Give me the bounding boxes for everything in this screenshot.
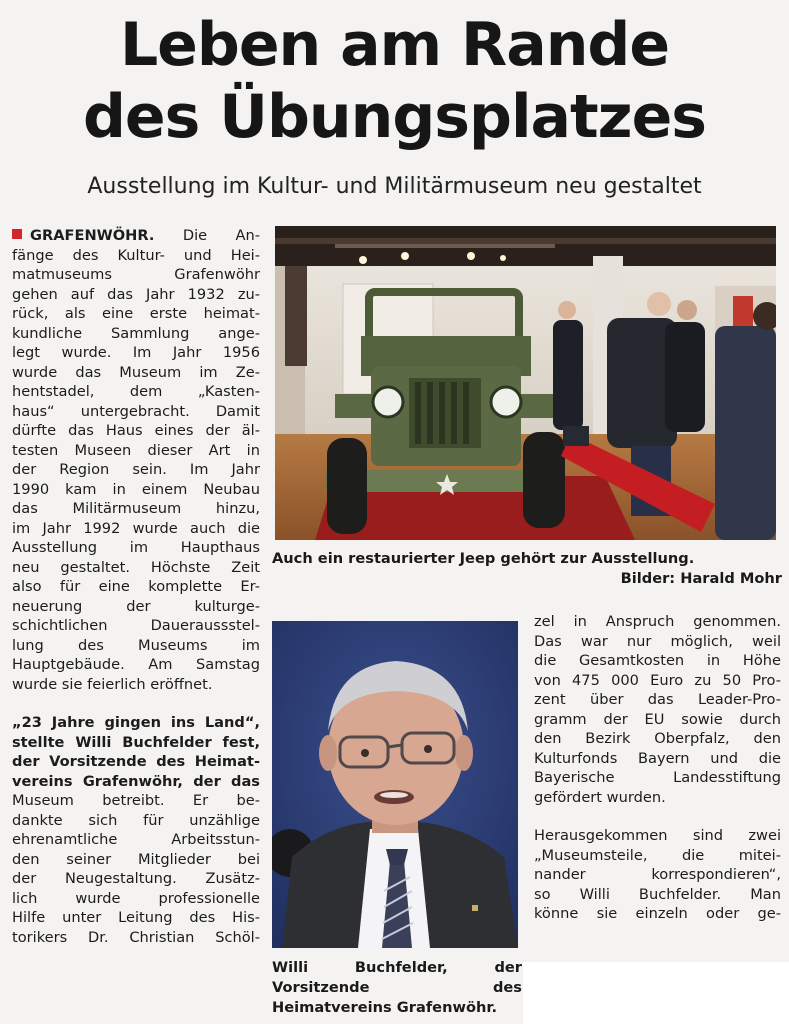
- text-line: zel in Anspruch genommen.: [534, 613, 781, 630]
- intro-paragraph: [12, 226, 260, 694]
- text-line: wurde das Museum im Ze-: [12, 363, 260, 381]
- text-line: dürfte das Haus eines der äl-: [12, 422, 260, 439]
- text-line: fänge des Kultur- und Hei-: [12, 246, 260, 264]
- text-line: matmuseums Grafenwöhr: [12, 266, 260, 283]
- text-line: lung des Museums im: [12, 636, 260, 654]
- text-line: neu gestaltet. Höchste Zeit: [12, 558, 260, 576]
- subheadline: Ausstellung im Kultur- und Militärmuseum neu gestaltet: [87, 174, 702, 199]
- text-line: von 475 000 Euro zu 50 Pro-: [534, 671, 781, 689]
- text-line: der Vorsitzende des Heimat-: [12, 753, 260, 770]
- text-line: gehen auf das Jahr 1932 zu-: [12, 285, 260, 303]
- text-line: haus“ untergebracht. Damit: [12, 402, 260, 420]
- text-line: der Neugestaltung. Zusätz-: [12, 870, 260, 887]
- text-line: im Jahr 1992 wurde auch die: [12, 519, 260, 537]
- text-line: ehrenamtliche Arbeitsstun-: [12, 831, 260, 848]
- text-line: Kulturfonds Bayern und die: [534, 749, 781, 767]
- text-line: also für eine komplette Er-: [12, 578, 260, 595]
- jeep-exhibit-photo: [275, 226, 776, 540]
- text-line: könne sie einzeln oder ge-: [534, 905, 781, 922]
- text-line: neuerung der kulturge-: [12, 597, 260, 615]
- page-cutoff-area: [523, 962, 789, 1024]
- jeep-caption-text: Auch ein restaurierter Jeep gehört zur Ausstellung.: [272, 550, 695, 567]
- text-line: das Militärmuseum hinzu,: [12, 500, 260, 517]
- text-line: schichtlichen Daueraussstel-: [12, 617, 260, 634]
- text-line: lich wurde professionelle: [12, 889, 260, 907]
- text-line: Bayerische Landesstiftung: [534, 769, 781, 786]
- text-line: zent über das Leader-Pro-: [534, 691, 781, 708]
- text-line: Hauptgebäude. Am Samstag: [12, 656, 260, 673]
- text-line: vereins Grafenwöhr, der das: [12, 772, 260, 790]
- article-column-1: [12, 226, 260, 947]
- text-line: Herausgekommen sind zwei: [534, 827, 781, 844]
- text-line: [12, 226, 260, 246]
- text-line: den Bezirk Oberpfalz, den: [534, 730, 781, 747]
- text-line: hentstadel, dem „Kasten-: [12, 383, 260, 400]
- headline-line-2: des Übungsplatzes: [82, 82, 707, 152]
- text-line-fragment: Die An-: [154, 227, 260, 244]
- text-line: so Willi Buchfelder. Man: [534, 885, 781, 903]
- text-line: dankte sich für unzählige: [12, 811, 260, 829]
- text-line: kundliche Sammlung ange-: [12, 324, 260, 342]
- portrait-caption: Willi Buchfelder, der Vorsitzende des Heimatvereins Grafenwöhr.: [272, 959, 522, 1016]
- headline-line-1: Leben am Rande: [119, 10, 670, 80]
- funding-paragraph: [534, 612, 781, 807]
- portrait-photo: [272, 621, 518, 948]
- text-line: Hilfe unter Leitung des His-: [12, 909, 260, 926]
- museum-parts-paragraph: [534, 826, 781, 924]
- quote-paragraph: [12, 713, 260, 947]
- jeep-photo-caption: [272, 549, 782, 589]
- text-line: gefördert wurden.: [534, 788, 666, 806]
- text-line: gramm der EU sowie durch: [534, 710, 781, 728]
- text-line: nander korrespondieren“,: [534, 866, 781, 883]
- photo-credit: Bilder: Harald Mohr: [620, 570, 782, 587]
- text-line: Das war nur möglich, weil: [534, 632, 781, 650]
- text-line: rück, als eine erste heimat-: [12, 305, 260, 322]
- text-line: „Museumsteile, die mitei-: [534, 846, 781, 864]
- text-line: legt wurde. Im Jahr 1956: [12, 344, 260, 361]
- text-line: stellte Willi Buchfelder fest,: [12, 733, 260, 751]
- red-square-icon: [12, 229, 22, 239]
- text-line: testen Museen dieser Art in: [12, 441, 260, 459]
- text-line: der Region sein. Im Jahr: [12, 461, 260, 478]
- text-line: Ausstellung im Haupthaus: [12, 539, 260, 556]
- article-column-3: [534, 612, 781, 924]
- text-line: die Gesamtkosten in Höhe: [534, 652, 781, 669]
- text-line: Museum betreibt. Er be-: [12, 792, 260, 809]
- text-line: torikers Dr. Christian Schöl-: [12, 928, 260, 946]
- text-line: 1990 kam in einem Neubau: [12, 480, 260, 498]
- dateline: GRAFENWÖHR.: [30, 227, 155, 244]
- text-line: wurde sie feierlich eröffnet.: [12, 675, 213, 693]
- text-line: den seiner Mitglieder bei: [12, 850, 260, 868]
- text-line: „23 Jahre gingen ins Land“,: [12, 714, 260, 731]
